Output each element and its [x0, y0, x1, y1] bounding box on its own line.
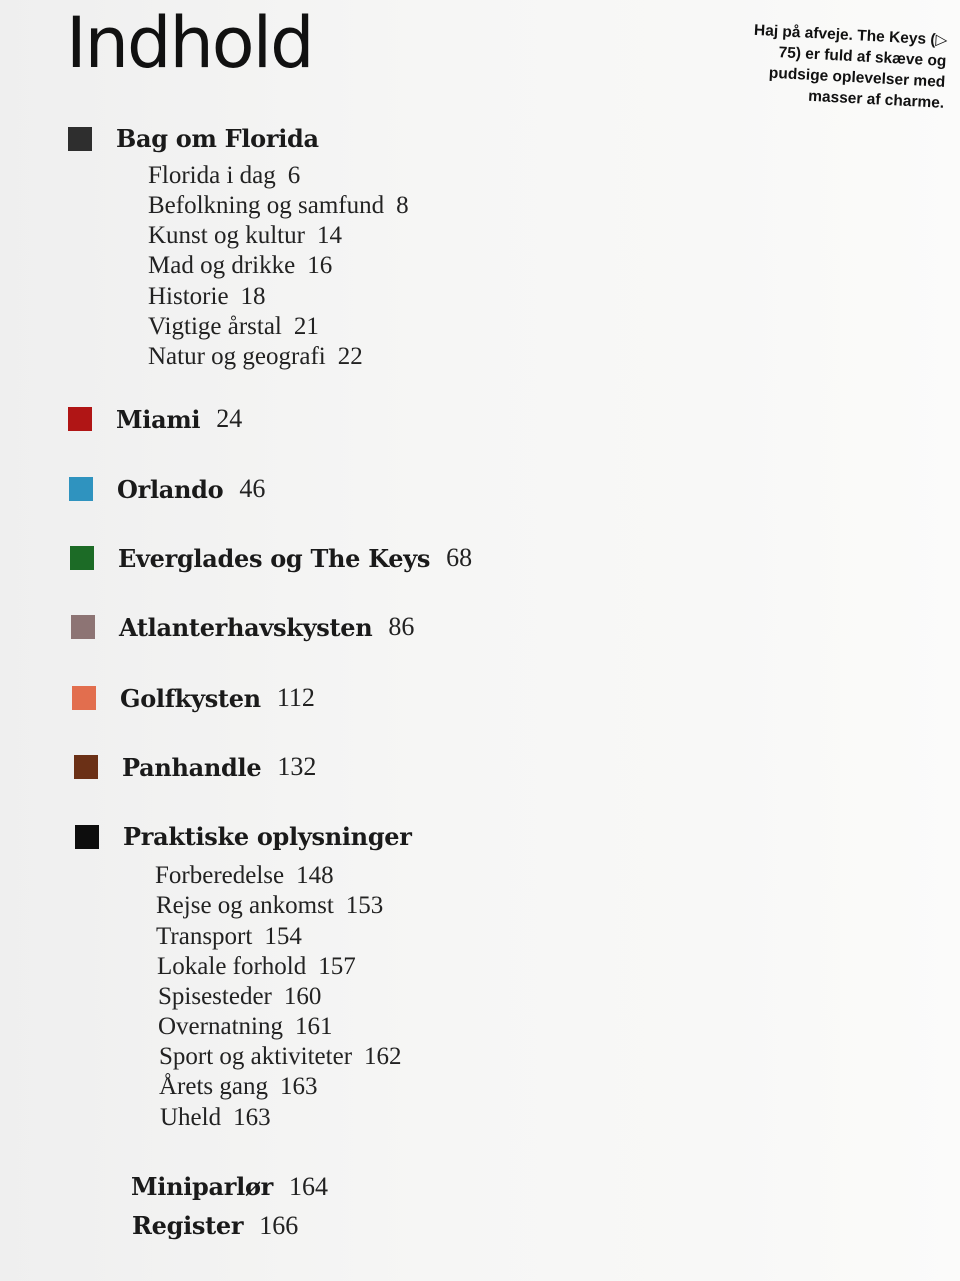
toc-item[interactable] [156, 891, 383, 921]
section-title: Panhandle [122, 752, 262, 782]
section-title: Everglades og The Keys [118, 543, 431, 573]
toc-item-page: 154 [264, 923, 302, 950]
toc-item[interactable] [148, 161, 300, 191]
toc-item[interactable] [148, 221, 342, 251]
toc-item-label: Transport [156, 923, 253, 950]
section-miami[interactable] [68, 404, 242, 434]
toc-item[interactable] [148, 251, 332, 281]
section-title: Atlanterhavskysten [119, 612, 373, 642]
section-color-swatch [74, 755, 98, 779]
section-title: Orlando [117, 474, 224, 504]
toc-item-page: 163 [280, 1073, 318, 1100]
toc-item-label: Sport og aktiviteter [159, 1043, 353, 1070]
section-title: Praktiske oplysninger [123, 822, 412, 851]
toc-item-page: 153 [345, 892, 384, 919]
toc-item[interactable] [158, 1012, 332, 1042]
toc-item-page: 157 [318, 953, 356, 980]
toc-item-label: Uheld [160, 1104, 222, 1131]
section-title: Miniparlør [131, 1172, 273, 1201]
toc-item-page: 18 [240, 283, 266, 310]
section-bag-om-florida[interactable] [68, 124, 319, 153]
section-golfkysten[interactable] [72, 683, 315, 713]
section-color-swatch [69, 477, 93, 501]
section-title: Miami [116, 404, 201, 434]
toc-item-label: Rejse og ankomst [156, 892, 334, 919]
section-title: Golfkysten [120, 683, 261, 713]
toc-item[interactable] [148, 282, 266, 312]
toc-item[interactable] [155, 861, 334, 891]
toc-item[interactable] [156, 922, 302, 952]
toc-item[interactable] [159, 1042, 402, 1072]
toc-item[interactable] [148, 191, 409, 221]
section-page: 68 [446, 543, 473, 572]
section-page: 166 [259, 1211, 299, 1240]
section-page: 132 [277, 752, 317, 781]
toc-item-page: 148 [296, 862, 334, 889]
toc-item-page: 160 [283, 983, 322, 1010]
toc-item-label: Kunst og kultur [148, 222, 305, 249]
toc-item-label: Overnatning [158, 1013, 283, 1040]
toc-item[interactable] [159, 1072, 318, 1102]
toc-item-label: Florida i dag [148, 162, 276, 189]
section-page: 112 [276, 683, 315, 712]
toc-item-label: Natur og geografi [148, 343, 326, 370]
section-color-swatch [68, 127, 92, 151]
toc-item-label: Vigtige årstal [148, 313, 282, 340]
toc-item-label: Befolkning og samfund [148, 192, 385, 219]
toc-item-label: Lokale forhold [157, 953, 307, 980]
toc-item-page: 6 [287, 162, 301, 189]
toc-item-page: 22 [337, 343, 363, 370]
page-title: Indhold [66, 2, 313, 84]
toc-item[interactable] [148, 312, 319, 342]
toc-item[interactable] [160, 1103, 271, 1133]
toc-item-page: 163 [233, 1104, 271, 1131]
section-atlanterhavskysten[interactable] [71, 612, 414, 642]
toc-item[interactable] [148, 342, 363, 372]
section-praktiske-oplysninger[interactable] [75, 822, 412, 851]
toc-item-label: Forberedelse [155, 862, 285, 889]
section-register[interactable] [132, 1211, 298, 1241]
toc-item-page: 21 [293, 313, 319, 340]
section-color-swatch [72, 686, 96, 710]
toc-item-label: Årets gang [159, 1073, 268, 1100]
section-color-swatch [70, 546, 94, 570]
toc-item-label: Historie [148, 283, 229, 310]
toc-item-label: Spisesteder [158, 983, 272, 1010]
section-page: 164 [289, 1172, 328, 1201]
toc-item-page: 162 [364, 1043, 402, 1070]
section-color-swatch [75, 825, 99, 849]
section-color-swatch [68, 407, 92, 431]
toc-item-page: 14 [316, 222, 342, 249]
toc-item-page: 16 [307, 252, 333, 279]
photo-caption: Haj på afveje. The Keys (▷ 75) er fuld af skæve og pudsige oplevelser med masser af charme. [753, 21, 948, 112]
section-title: Bag om Florida [116, 124, 319, 153]
section-orlando[interactable] [69, 474, 265, 504]
section-page: 86 [388, 612, 415, 641]
section-title: Register [132, 1211, 244, 1240]
section-panhandle[interactable] [74, 752, 316, 782]
section-miniparlor[interactable] [131, 1172, 328, 1202]
section-page: 46 [239, 474, 266, 503]
toc-item[interactable] [158, 982, 321, 1012]
toc-item[interactable] [157, 952, 356, 982]
toc-item-page: 8 [396, 192, 409, 219]
toc-item-label: Mad og drikke [148, 252, 296, 279]
section-page: 24 [216, 404, 243, 433]
toc-item-page: 161 [294, 1013, 333, 1040]
section-color-swatch [71, 615, 95, 639]
section-everglades[interactable] [70, 543, 472, 573]
